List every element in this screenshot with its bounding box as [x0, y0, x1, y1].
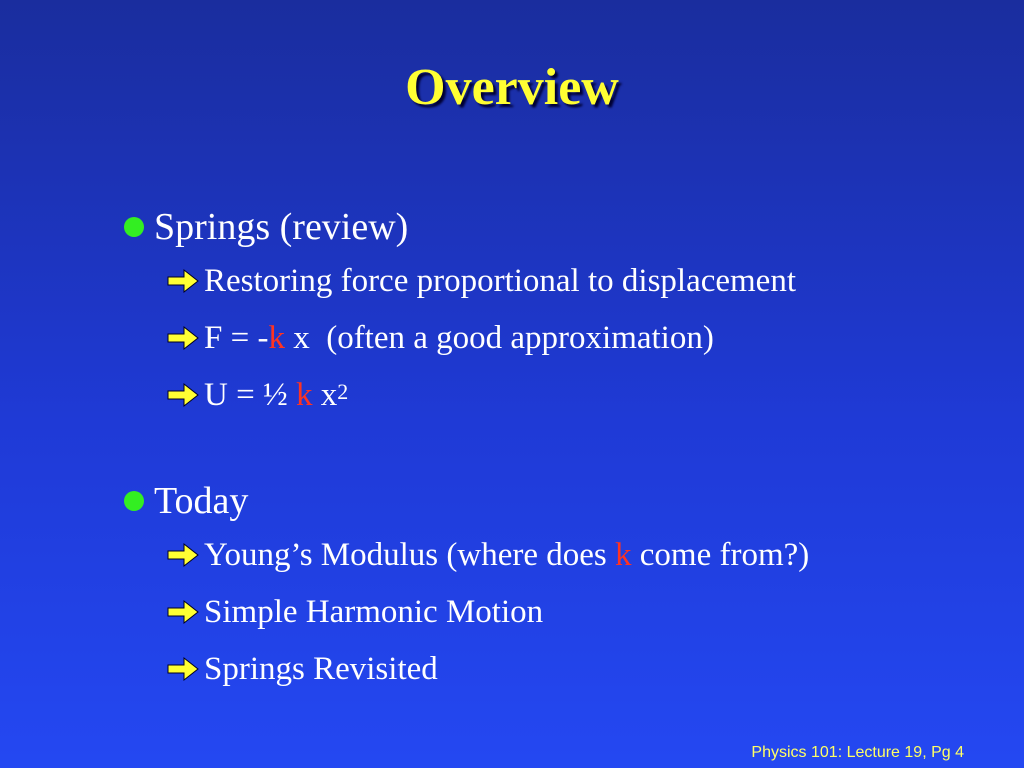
equation-prefix: F = -	[204, 320, 269, 356]
slide-footer: Physics 101: Lecture 19, Pg 4	[751, 744, 964, 761]
spring-constant-k: k	[268, 320, 285, 356]
sub-item-restoring-force	[166, 260, 796, 302]
bullet-today	[120, 478, 809, 524]
sub-item-text: Springs Revisited	[204, 651, 438, 687]
sub-list	[166, 260, 796, 416]
equation-suffix: x (often a good approximation)	[284, 320, 714, 356]
item-suffix: come from?)	[631, 537, 810, 573]
spring-constant-k: k	[615, 537, 632, 573]
sub-item-springs-revisited	[166, 648, 809, 690]
sub-item-energy-equation: U = ½ k x $^2$	[166, 374, 796, 416]
equation-suffix: x	[312, 377, 338, 413]
sub-item-text: Simple Harmonic Motion	[204, 594, 544, 630]
green-dot-icon	[124, 491, 144, 511]
section-springs-review	[120, 204, 796, 431]
equation-prefix: U = ½	[204, 377, 296, 413]
right-arrow-icon	[166, 656, 200, 682]
sub-item-simple-harmonic-motion	[166, 591, 809, 633]
item-prefix: Young’s Modulus (where does	[204, 537, 615, 573]
bullet-label: Today	[154, 480, 249, 522]
right-arrow-icon	[166, 268, 200, 294]
right-arrow-icon	[166, 325, 200, 351]
bullet-springs-review	[120, 204, 796, 250]
right-arrow-icon	[166, 542, 200, 568]
right-arrow-icon	[166, 382, 200, 408]
sub-item-youngs-modulus	[166, 534, 809, 576]
sub-item-force-equation	[166, 317, 796, 359]
slide-title: Overview	[405, 59, 619, 116]
bullet-label: Springs (review)	[154, 206, 409, 248]
sub-list	[166, 534, 809, 690]
spring-constant-k: k	[295, 377, 313, 413]
section-today	[120, 478, 809, 705]
green-dot-icon	[124, 217, 144, 237]
right-arrow-icon	[166, 599, 200, 625]
sub-item-text: Restoring force proportional to displacement	[204, 263, 797, 299]
